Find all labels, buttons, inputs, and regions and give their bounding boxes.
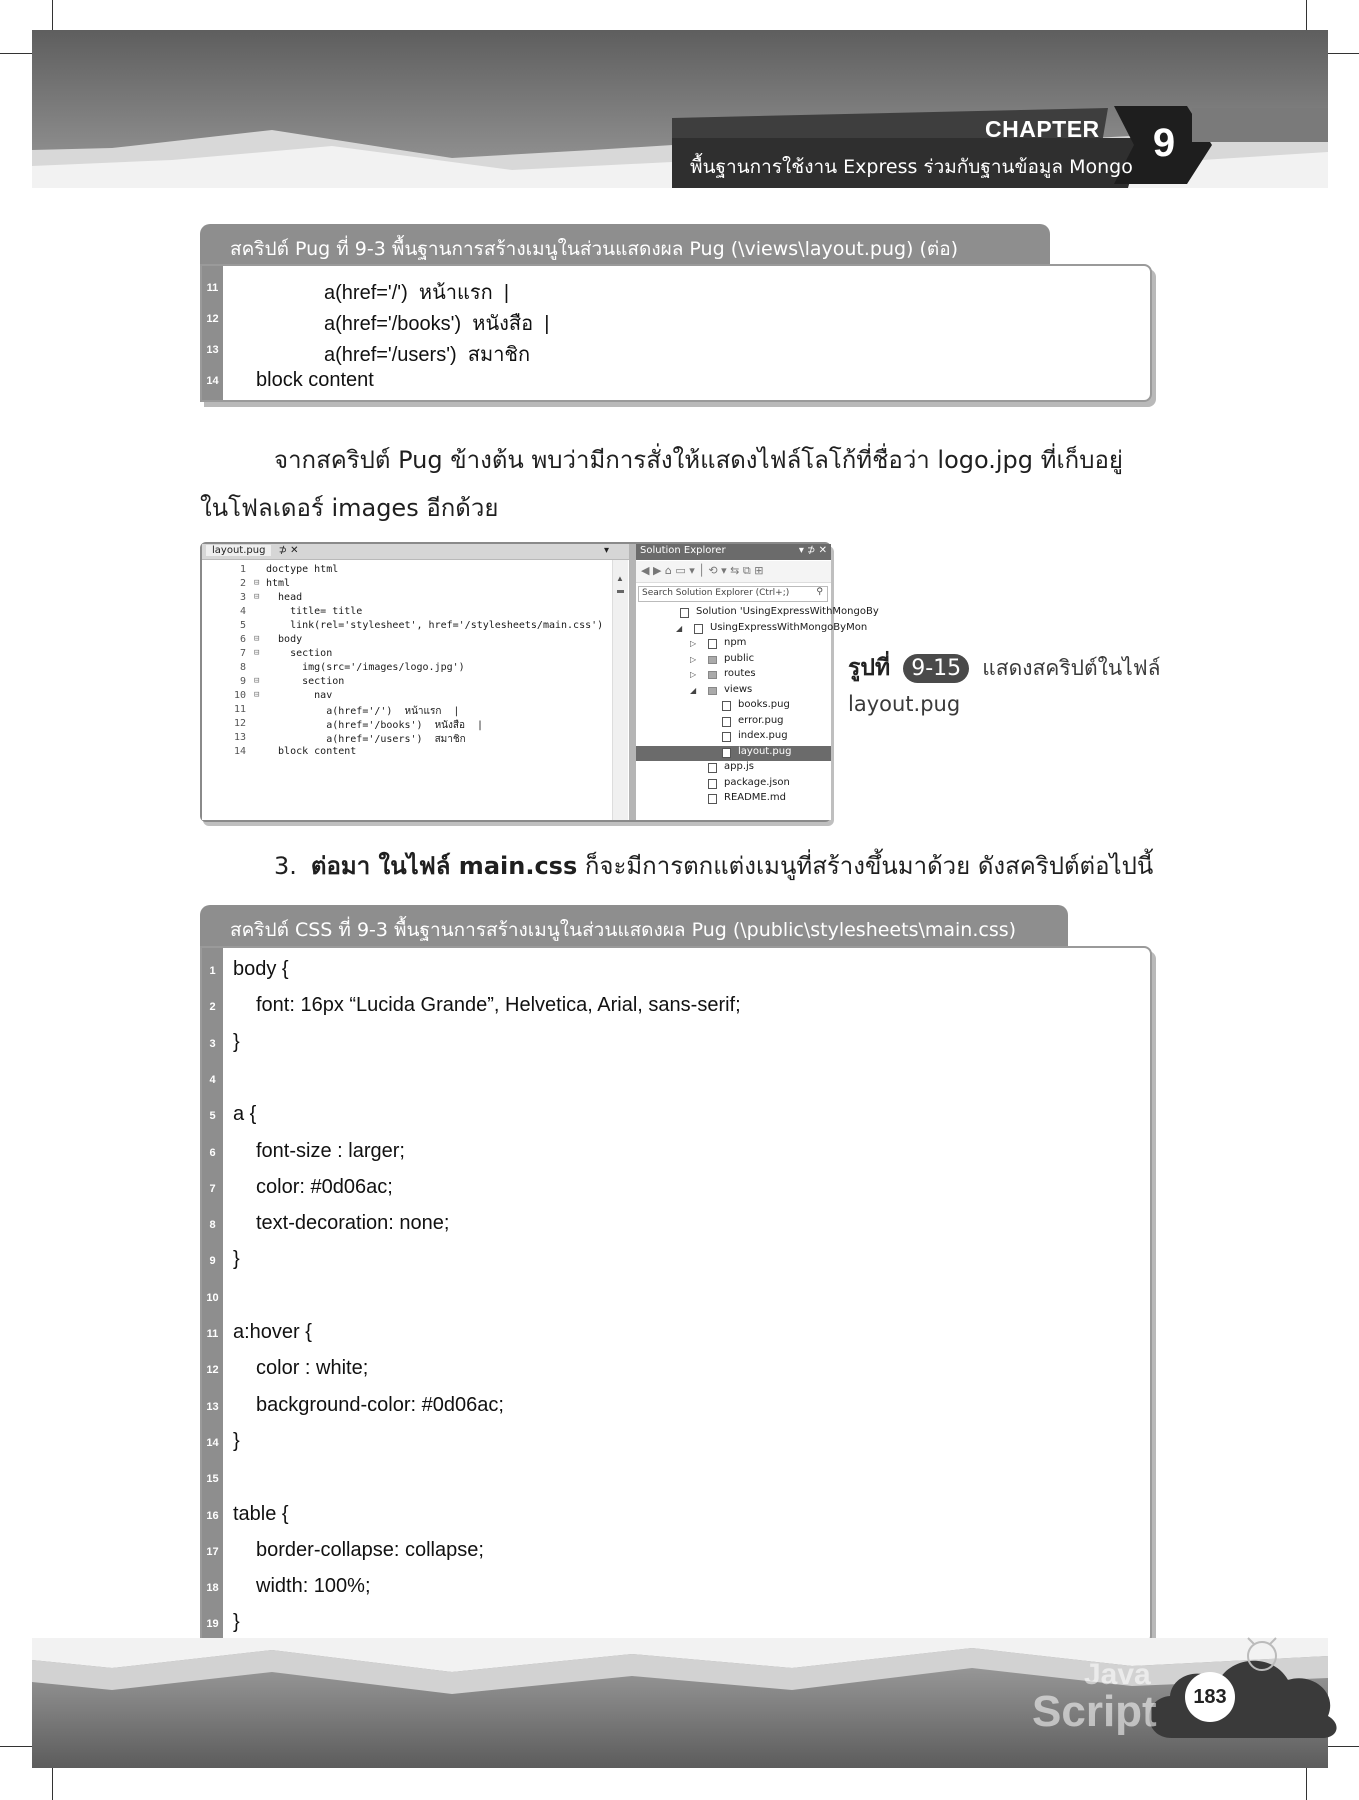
editor-line xyxy=(202,690,612,704)
figure-caption-text: แสดงสคริปต์ในไฟล์ xyxy=(982,656,1161,680)
code-text: border-collapse: collapse; xyxy=(256,1538,484,1561)
editor-line-number: 14 xyxy=(233,746,246,757)
editor-line xyxy=(202,676,612,690)
editor-line-text: title= title xyxy=(266,606,363,617)
tree-item[interactable] xyxy=(636,668,831,683)
code-text: color : white; xyxy=(256,1357,369,1380)
code-line xyxy=(202,274,1150,302)
line-number: 2 xyxy=(209,1001,216,1014)
code-text: a(href='/books') หนังสือ | xyxy=(324,313,550,335)
file-icon xyxy=(680,608,689,618)
fold-icon[interactable]: ⊟ xyxy=(254,634,260,644)
code-line xyxy=(202,1246,1150,1274)
tree-item[interactable] xyxy=(636,777,831,792)
editor-line-text: a(href='/') หน้าแรก | xyxy=(266,706,460,717)
code-line xyxy=(202,1101,1150,1129)
brand-line2: Script xyxy=(1032,1687,1157,1736)
css-listing-title-text: สคริปต์ CSS ที่ 9-3 พื้นฐานการสร้างเมนูในส่วนแสดงผล Pug (\public\stylesheets\main.css) xyxy=(230,919,1017,941)
tree-item-label: index.pug xyxy=(738,730,788,741)
brand-line1: Java xyxy=(1083,1658,1151,1691)
tree-item-label: app.js xyxy=(724,761,754,772)
paragraph-line xyxy=(200,488,498,527)
tree-item-label: package.json xyxy=(724,776,790,788)
code-line xyxy=(202,336,1150,364)
editor-line-number: 11 xyxy=(233,704,246,715)
line-number: 14 xyxy=(206,1436,219,1449)
paragraph-bold: ต่อมา ในไฟล์ main.css xyxy=(310,852,578,880)
expand-arrow-icon[interactable]: ◢ xyxy=(690,685,697,695)
folder-icon xyxy=(708,671,717,679)
code-line xyxy=(202,1609,1150,1637)
line-number: 13 xyxy=(206,1400,219,1413)
line-number: 18 xyxy=(206,1582,219,1595)
folder-icon xyxy=(708,687,717,695)
editor-line xyxy=(202,648,612,662)
editor-line-text: html xyxy=(266,578,291,589)
code-line xyxy=(202,1210,1150,1238)
code-text: width: 100%; xyxy=(256,1575,371,1598)
tree-item[interactable] xyxy=(636,684,831,699)
chapter-number: 9 xyxy=(1152,121,1176,165)
scroll-thumb[interactable] xyxy=(617,590,624,593)
tree-item[interactable] xyxy=(636,699,831,714)
fold-icon[interactable]: ⊟ xyxy=(254,578,260,588)
code-line xyxy=(202,1283,1150,1311)
tree-item-label: books.pug xyxy=(738,699,790,710)
scroll-up-icon[interactable]: ▲ xyxy=(616,574,624,583)
page-number: 183 xyxy=(1185,1672,1235,1722)
header-band xyxy=(32,30,1328,188)
css-listing-box xyxy=(200,946,1152,1644)
search-icon[interactable]: ⚲ xyxy=(816,587,823,597)
code-line xyxy=(202,992,1150,1020)
editor-line-number: 13 xyxy=(233,732,246,743)
paragraph-text: จากสคริปต์ Pug ข้างต้น พบว่ามีการสั่งให้แสดงไฟล์โลโก้ที่ชื่อว่า logo.jpg ที่เก็บอยู่ xyxy=(274,446,1123,474)
line-number: 12 xyxy=(206,1364,219,1377)
code-line xyxy=(202,1537,1150,1565)
figure-caption xyxy=(848,650,1161,716)
editor-tab-name: layout.pug xyxy=(206,545,271,556)
tree-item-label: Solution 'UsingExpressWithMongoBy xyxy=(696,606,879,617)
line-number: 19 xyxy=(206,1618,219,1631)
code-text: background-color: #0d06ac; xyxy=(256,1393,504,1416)
tree-item[interactable] xyxy=(636,637,831,652)
tree-item[interactable] xyxy=(636,746,831,761)
code-line xyxy=(202,1428,1150,1456)
tree-item-label: layout.pug xyxy=(738,745,792,757)
line-number: 4 xyxy=(209,1073,216,1086)
code-line xyxy=(202,1355,1150,1383)
solution-explorer-title-text: Solution Explorer xyxy=(640,545,726,556)
editor-line xyxy=(202,578,612,592)
file-icon xyxy=(722,717,731,727)
toolbar-icons[interactable]: ◀ ▶ ⌂ ▭ ▾ │ ⟲ ▾ ⇆ ⧉ ⊞ xyxy=(641,564,764,577)
editor-line xyxy=(202,620,612,634)
code-text: body { xyxy=(233,958,289,980)
editor-line-text: body xyxy=(266,634,303,645)
line-number: 17 xyxy=(206,1545,219,1558)
code-text: text-decoration: none; xyxy=(256,1212,450,1235)
tree-item-label: views xyxy=(724,683,753,695)
line-number: 16 xyxy=(206,1509,219,1522)
code-line xyxy=(202,1065,1150,1093)
paragraph-text: ในโฟลเดอร์ images อีกด้วย xyxy=(200,494,499,522)
cloud-logo xyxy=(1142,1638,1342,1748)
tree-item[interactable] xyxy=(636,792,831,807)
code-text: a { xyxy=(233,1103,257,1126)
fold-icon[interactable]: ⊟ xyxy=(254,592,260,602)
paragraph-line xyxy=(274,440,1123,479)
search-input[interactable] xyxy=(638,586,828,602)
code-line xyxy=(202,305,1150,333)
expand-arrow-icon[interactable]: ▷ xyxy=(690,639,697,648)
line-number: 11 xyxy=(206,1328,219,1340)
chapter-subtitle: พื้นฐานการใช้งาน Express ร่วมกับฐานข้อมูล Mongo xyxy=(690,156,1133,178)
tree-item-label: README.md xyxy=(724,792,787,803)
code-line xyxy=(202,367,1150,395)
editor-line xyxy=(202,662,612,676)
code-text: a(href='/users') สมาชิก xyxy=(324,344,531,366)
tree-item[interactable] xyxy=(636,715,831,730)
line-number: 10 xyxy=(206,1291,219,1304)
editor-line-number: 3 xyxy=(239,592,246,603)
editor-line-number: 2 xyxy=(239,578,246,589)
line-number: 13 xyxy=(206,344,219,356)
editor-line-number: 10 xyxy=(233,690,246,701)
code-line xyxy=(202,1573,1150,1601)
editor-line xyxy=(202,564,612,578)
editor-line xyxy=(202,732,612,746)
editor-line-text: block content xyxy=(266,746,357,757)
chapter-label: CHAPTER xyxy=(985,116,1100,142)
expand-arrow-icon[interactable]: ◢ xyxy=(676,623,683,633)
code-text: } xyxy=(233,1611,240,1634)
file-icon xyxy=(694,624,703,634)
paragraph-text: ก็จะมีการตกแต่งเมนูที่สร้างขึ้นมาด้วย ดังสคริปต์ต่อไปนี้ xyxy=(577,852,1154,880)
code-text: a(href='/') หน้าแรก | xyxy=(324,282,510,304)
editor-line xyxy=(202,704,612,718)
editor-line-text: nav xyxy=(266,690,333,701)
code-line xyxy=(202,1501,1150,1529)
fold-icon[interactable]: ⊟ xyxy=(254,648,260,658)
code-text: table { xyxy=(233,1502,289,1525)
line-number: 3 xyxy=(209,1037,216,1050)
line-number: 5 xyxy=(209,1110,216,1123)
line-number: 15 xyxy=(206,1473,219,1486)
code-line xyxy=(202,956,1150,984)
folder-icon xyxy=(708,656,717,664)
editor-tab[interactable] xyxy=(202,544,629,560)
list-number: 3. xyxy=(274,852,297,880)
chevron-down-icon[interactable]: ▾ xyxy=(603,545,609,556)
numbered-paragraph xyxy=(274,846,1153,885)
editor-line-text: head xyxy=(266,592,303,603)
code-line xyxy=(202,1464,1150,1492)
line-number: 9 xyxy=(209,1255,216,1268)
file-icon xyxy=(708,763,717,773)
figure-label: รูปที่ xyxy=(848,655,891,681)
solution-explorer-controls[interactable]: ▾ ⊅ ✕ xyxy=(798,545,827,556)
solution-explorer-title xyxy=(636,544,831,560)
code-line xyxy=(202,1319,1150,1347)
brand-logo xyxy=(1032,1660,1157,1734)
pug-listing-box xyxy=(200,264,1152,402)
code-text: a:hover { xyxy=(233,1321,312,1343)
solution-explorer-toolbar[interactable] xyxy=(636,561,831,583)
tree-item[interactable] xyxy=(636,653,831,668)
editor-line-text: section xyxy=(266,676,345,687)
npm-icon xyxy=(708,639,717,649)
file-icon xyxy=(708,794,717,804)
editor-line-text: a(href='/users') สมาชิก xyxy=(266,734,466,745)
css-listing-title xyxy=(200,905,1068,949)
editor-line xyxy=(202,718,612,732)
line-number: 1 xyxy=(209,965,216,977)
file-icon xyxy=(722,748,731,758)
line-number: 7 xyxy=(209,1182,216,1195)
editor-line-number: 8 xyxy=(239,662,246,673)
file-icon xyxy=(722,732,731,742)
code-text: font-size : larger; xyxy=(256,1139,405,1162)
pane-splitter[interactable] xyxy=(629,544,636,820)
editor-line-text: img(src='/images/logo.jpg') xyxy=(266,662,465,673)
editor-line xyxy=(202,606,612,620)
tree-item[interactable] xyxy=(636,730,831,745)
tree-item[interactable] xyxy=(636,621,868,637)
editor-line xyxy=(202,746,612,760)
editor-line-number: 1 xyxy=(239,564,246,575)
figure-number-badge: 9-15 xyxy=(903,654,969,683)
code-text: } xyxy=(233,1030,240,1053)
code-text: color: #0d06ac; xyxy=(256,1175,393,1198)
code-text: font: 16px “Lucida Grande”, Helvetica, Arial, sans-serif; xyxy=(256,994,741,1017)
pug-listing-title xyxy=(200,224,1050,268)
editor-line-number: 6 xyxy=(239,634,246,645)
line-number: 11 xyxy=(206,282,219,294)
editor-line-number: 9 xyxy=(239,676,246,687)
file-icon xyxy=(722,701,731,711)
tree-item-label: npm xyxy=(724,637,747,648)
editor-line xyxy=(202,592,612,606)
editor-line-number: 5 xyxy=(239,620,246,631)
pug-listing-title-text: สคริปต์ Pug ที่ 9-3 พื้นฐานการสร้างเมนูในส่วนแสดงผล Pug (\views\layout.pug) (ต่อ) xyxy=(230,238,959,260)
editor-line-text: doctype html xyxy=(266,564,339,575)
file-icon xyxy=(708,779,717,789)
code-line xyxy=(202,1029,1150,1057)
fold-icon[interactable]: ⊟ xyxy=(254,690,260,700)
editor-tab-controls[interactable]: ⊅ ✕ xyxy=(278,545,299,556)
tree-item-label: public xyxy=(724,652,755,664)
line-number: 12 xyxy=(206,313,219,325)
tree-item-label: error.pug xyxy=(738,714,784,726)
tree-item[interactable] xyxy=(636,606,879,621)
editor-line xyxy=(202,634,612,648)
code-line xyxy=(202,1174,1150,1202)
line-number: 14 xyxy=(206,375,219,387)
editor-line-text: section xyxy=(266,648,333,659)
editor-line-text: link(rel='stylesheet', href='/stylesheets/main.css') xyxy=(266,620,604,631)
line-number: 6 xyxy=(209,1146,216,1159)
code-line xyxy=(202,1392,1150,1420)
tree-item[interactable] xyxy=(636,761,831,776)
tree-item-label: routes xyxy=(724,668,756,679)
editor-line-number: 12 xyxy=(233,718,246,729)
fold-icon[interactable]: ⊟ xyxy=(254,676,260,686)
expand-arrow-icon[interactable]: ▷ xyxy=(690,654,697,664)
tree-item-label: UsingExpressWithMongoByMon xyxy=(710,621,868,633)
search-placeholder: Search Solution Explorer (Ctrl+;) xyxy=(642,588,790,598)
editor-line-number: 4 xyxy=(239,606,246,617)
editor-line-number: 7 xyxy=(239,648,246,659)
line-number: 8 xyxy=(209,1219,216,1232)
expand-arrow-icon[interactable]: ▷ xyxy=(690,670,697,679)
code-text: block content xyxy=(256,369,374,391)
editor-scrollbar[interactable] xyxy=(612,560,628,820)
code-text: } xyxy=(233,1248,240,1271)
editor-line-text: a(href='/books') หนังสือ | xyxy=(266,720,484,731)
code-text: } xyxy=(233,1429,240,1452)
code-line xyxy=(202,1138,1150,1166)
figure-caption-text-2: layout.pug xyxy=(848,692,961,716)
code-editor xyxy=(202,544,629,820)
